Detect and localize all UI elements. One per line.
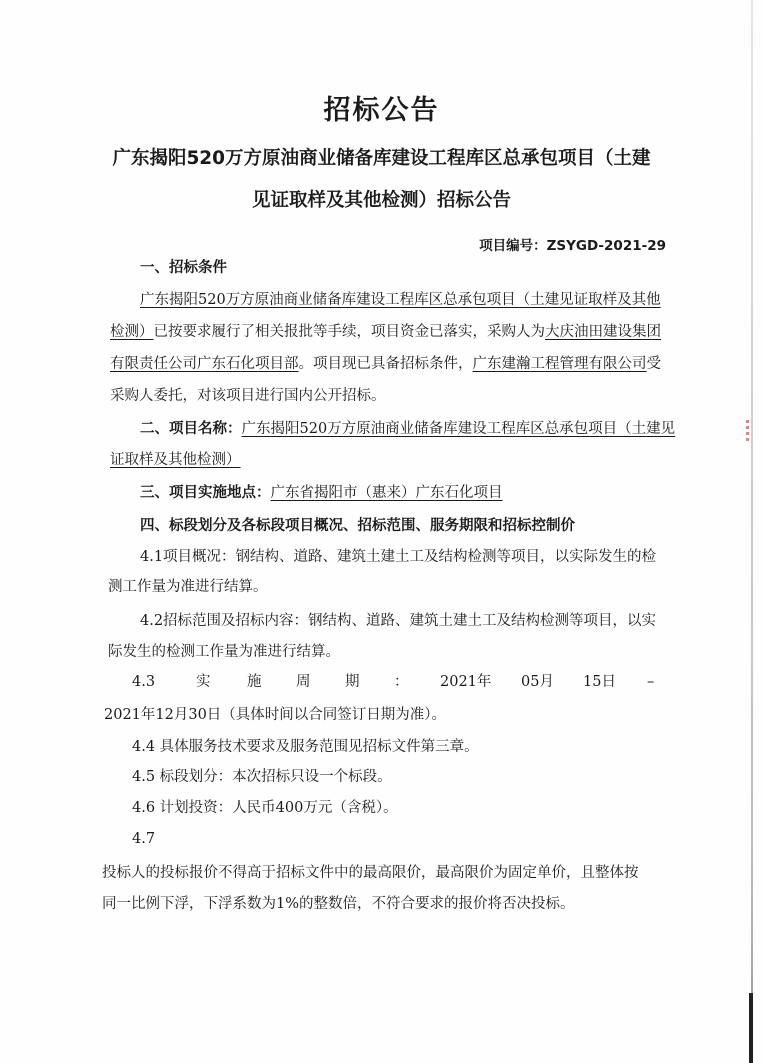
section-3-line — [140, 483, 503, 503]
section-4-heading: 四、标段划分及各标段项目概况、招标范围、服务期限和招标控制价 — [140, 518, 575, 534]
item-4-7-line-2: 同一比例下浮，下浮系数为1%的整数倍，不符合要求的报价将否决投标。 — [102, 896, 575, 912]
item-4-5: 4.5 标段划分：本次招标只设一个标段。 — [132, 769, 392, 785]
project-name-underlined-cont: 检测） — [110, 324, 154, 340]
section-1-heading: 一、招标条件 — [140, 260, 227, 276]
item-4-4: 4.4 具体服务技术要求及服务范围见招标文件第三章。 — [132, 739, 479, 755]
item-4-2-line-1: 4.2招标范围及招标内容：钢结构、道路、建筑土建土工及结构检测等项目，以实 — [140, 613, 657, 629]
section-1-line-3 — [110, 354, 661, 374]
section-3-location: 广东省揭阳市（惠来）广东石化项目 — [270, 485, 503, 501]
item-4-3-part-6: 2021年 — [440, 674, 492, 690]
item-4-1-line-1: 4.1项目概况：钢结构、道路、建筑土建土工及结构检测等项目，以实际发生的检 — [140, 549, 657, 565]
item-4-7-line-1: 投标人的投标报价不得高于招标文件中的最高限价，最高限价为固定单价，且整体按 — [102, 865, 639, 881]
item-4-3-part-7: 05月 — [521, 674, 554, 690]
item-4-3-part-9: – — [647, 674, 655, 690]
section-1-text-3: 受 — [646, 356, 661, 372]
item-4-3-part-5: ： — [394, 674, 409, 690]
document-title: 招标公告 — [323, 95, 440, 126]
purchaser-underlined-cont: 有限责任公司广东石化项目部 — [110, 356, 299, 372]
item-4-6: 4.6 计划投资：人民币400万元（含税）。 — [132, 800, 398, 816]
section-1-text-2: 。项目现已具备招标条件， — [298, 356, 473, 372]
subtitle-line-2: 见证取样及其他检测）招标公告 — [251, 190, 511, 211]
item-4-3-part-3: 周 — [296, 674, 311, 690]
agency-underlined: 广东建瀚工程管理有限公司 — [472, 356, 647, 372]
section-2-heading: 二、项目名称： — [140, 421, 242, 437]
section-2-line-2 — [110, 450, 241, 470]
project-name-underlined: 广东揭阳520万方原油商业储备库建设工程库区总承包项目（土建见证取样及其他 — [140, 292, 661, 308]
item-4-3-part-1: 实 — [196, 674, 211, 690]
item-4-1-line-2: 测工作量为准进行结算。 — [108, 579, 268, 595]
section-1-line-1 — [140, 290, 661, 310]
item-4-7-label: 4.7 — [132, 831, 156, 847]
scan-mark — [746, 420, 749, 442]
item-4-3-part-2: 施 — [247, 674, 262, 690]
section-2-project-name: 广东揭阳520万方原油商业储备库建设工程库区总承包项目（土建见 — [241, 421, 676, 437]
item-4-2-line-2: 际发生的检测工作量为准进行结算。 — [108, 644, 340, 660]
section-3-heading: 三、项目实施地点： — [140, 485, 271, 501]
item-4-3-part-8: 15日 — [583, 674, 616, 690]
scan-shadow — [749, 993, 753, 1063]
item-4-3-line-2: 2021年12月30日（具体时间以合同签订日期为准）。 — [104, 707, 447, 723]
section-1-text: 已按要求履行了相关报批等手续，项目资金已落实，采购人为 — [153, 324, 545, 340]
item-4-3-part-0: 4.3 — [132, 674, 156, 690]
purchaser-underlined: 大庆油田建设集团 — [545, 324, 661, 340]
section-1-line-2 — [110, 322, 661, 342]
item-4-3-part-4: 期 — [345, 674, 360, 690]
section-2-line-1 — [140, 419, 675, 439]
project-number: 项目编号：ZSYGD-2021-29 — [479, 238, 666, 254]
section-2-project-name-cont: 证取样及其他检测） — [110, 452, 241, 468]
section-1-line-4: 采购人委托，对该项目进行国内公开招标。 — [110, 388, 386, 404]
subtitle-line-1: 广东揭阳520万方原油商业储备库建设工程库区总承包项目（土建 — [112, 148, 651, 169]
